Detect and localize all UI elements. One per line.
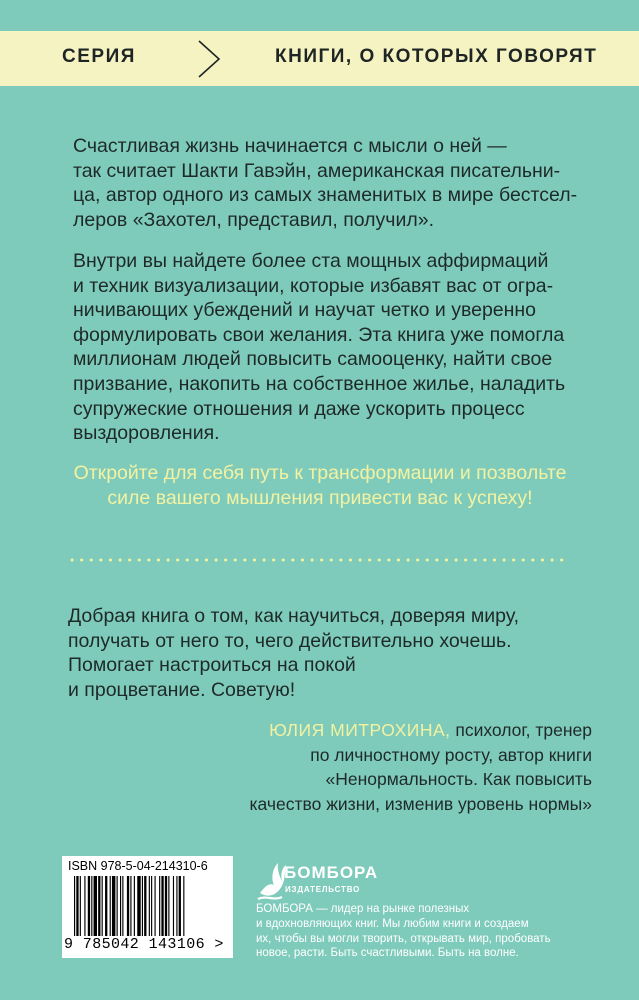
publisher-description-line: их, чтобы вы могли творить, открывать мир, пробовать — [256, 932, 551, 945]
body-line: формулировать свои желания. Эта книга уже помогла — [73, 323, 565, 346]
intro-paragraph — [73, 134, 583, 232]
attribution-line: «Ненормальность. Как повысить — [325, 769, 592, 789]
barcode — [62, 856, 233, 958]
highlight-line: Откройте для себя путь к трансформации и позвольте — [73, 462, 567, 484]
quote-line: Добрая книга о том, как научиться, доверяя миру, — [68, 605, 520, 627]
testimonial-quote — [68, 604, 588, 702]
barcode-bars — [68, 876, 227, 938]
author-role: психолог, тренер — [450, 720, 592, 740]
series-title: КНИГИ, О КОТОРЫХ ГОВОРЯТ — [275, 46, 598, 67]
intro-line: леров «Захотел, представил, получил». — [73, 208, 434, 231]
attribution-line: по личностному росту, автор книги — [310, 744, 592, 765]
body-line: миллионам людей повысить самооценку, найти свое — [73, 348, 553, 371]
series-label: СЕРИЯ — [62, 46, 136, 67]
publisher-description-line: БОМБОРА — лидер на рынке полезных — [256, 903, 470, 915]
testimonial-attribution — [72, 718, 592, 816]
body-line: супружеские отношения и даже ускорить процесс — [73, 397, 525, 420]
publisher-subtitle: ИЗДАТЕЛЬСТВО — [285, 885, 361, 894]
body-paragraph — [73, 249, 583, 446]
intro-line: Счастливая жизнь начинается с мысли о ней — — [73, 135, 507, 157]
quote-line: и процветание. Советую! — [68, 678, 296, 701]
series-banner — [0, 31, 639, 86]
body-line: выздоровления. — [73, 422, 220, 445]
publisher-description-line: и вдохновляющих книг. Мы любим книги и создаем — [256, 917, 529, 930]
barcode-digits: 9 785042 143106 > — [64, 936, 224, 953]
highlight-line: силе вашего мышления привести вас к успеху! — [107, 487, 533, 509]
quote-line: получать от него то, чего действительно хочешь. — [68, 629, 512, 652]
attribution-first-line — [72, 718, 592, 743]
publisher-name: БОМБОРА — [284, 863, 379, 882]
highlight-text — [50, 461, 590, 511]
body-line: ничивающих убеждений и научат четко и уверенно — [73, 299, 537, 322]
intro-line: ца, автор одного из самых знаменитых в мире бестсел- — [73, 184, 578, 207]
body-line: Внутри вы найдете более ста мощных аффирмаций — [73, 250, 549, 272]
body-line: и техник визуализации, которые избавят вас от огра- — [73, 274, 554, 297]
attribution-line: качество жизни, изменив уровень нормы» — [249, 793, 592, 814]
publisher-description — [256, 902, 576, 961]
intro-line: так считает Шакти Гавэйн, американская писательни- — [73, 159, 561, 182]
publisher-description-line: новое, расти. Быть счастливыми. Быть на волне. — [256, 947, 519, 960]
chevron-right-icon — [193, 39, 223, 79]
author-name: ЮЛИЯ МИТРОХИНА, — [269, 720, 451, 740]
dotted-divider — [70, 557, 570, 563]
isbn-text: ISBN 978-5-04-214310-6 — [68, 859, 208, 873]
quote-line: Помогает настроиться на покой — [68, 654, 356, 677]
body-line: призвание, накопить на собственное жилье, наладить — [73, 372, 566, 395]
